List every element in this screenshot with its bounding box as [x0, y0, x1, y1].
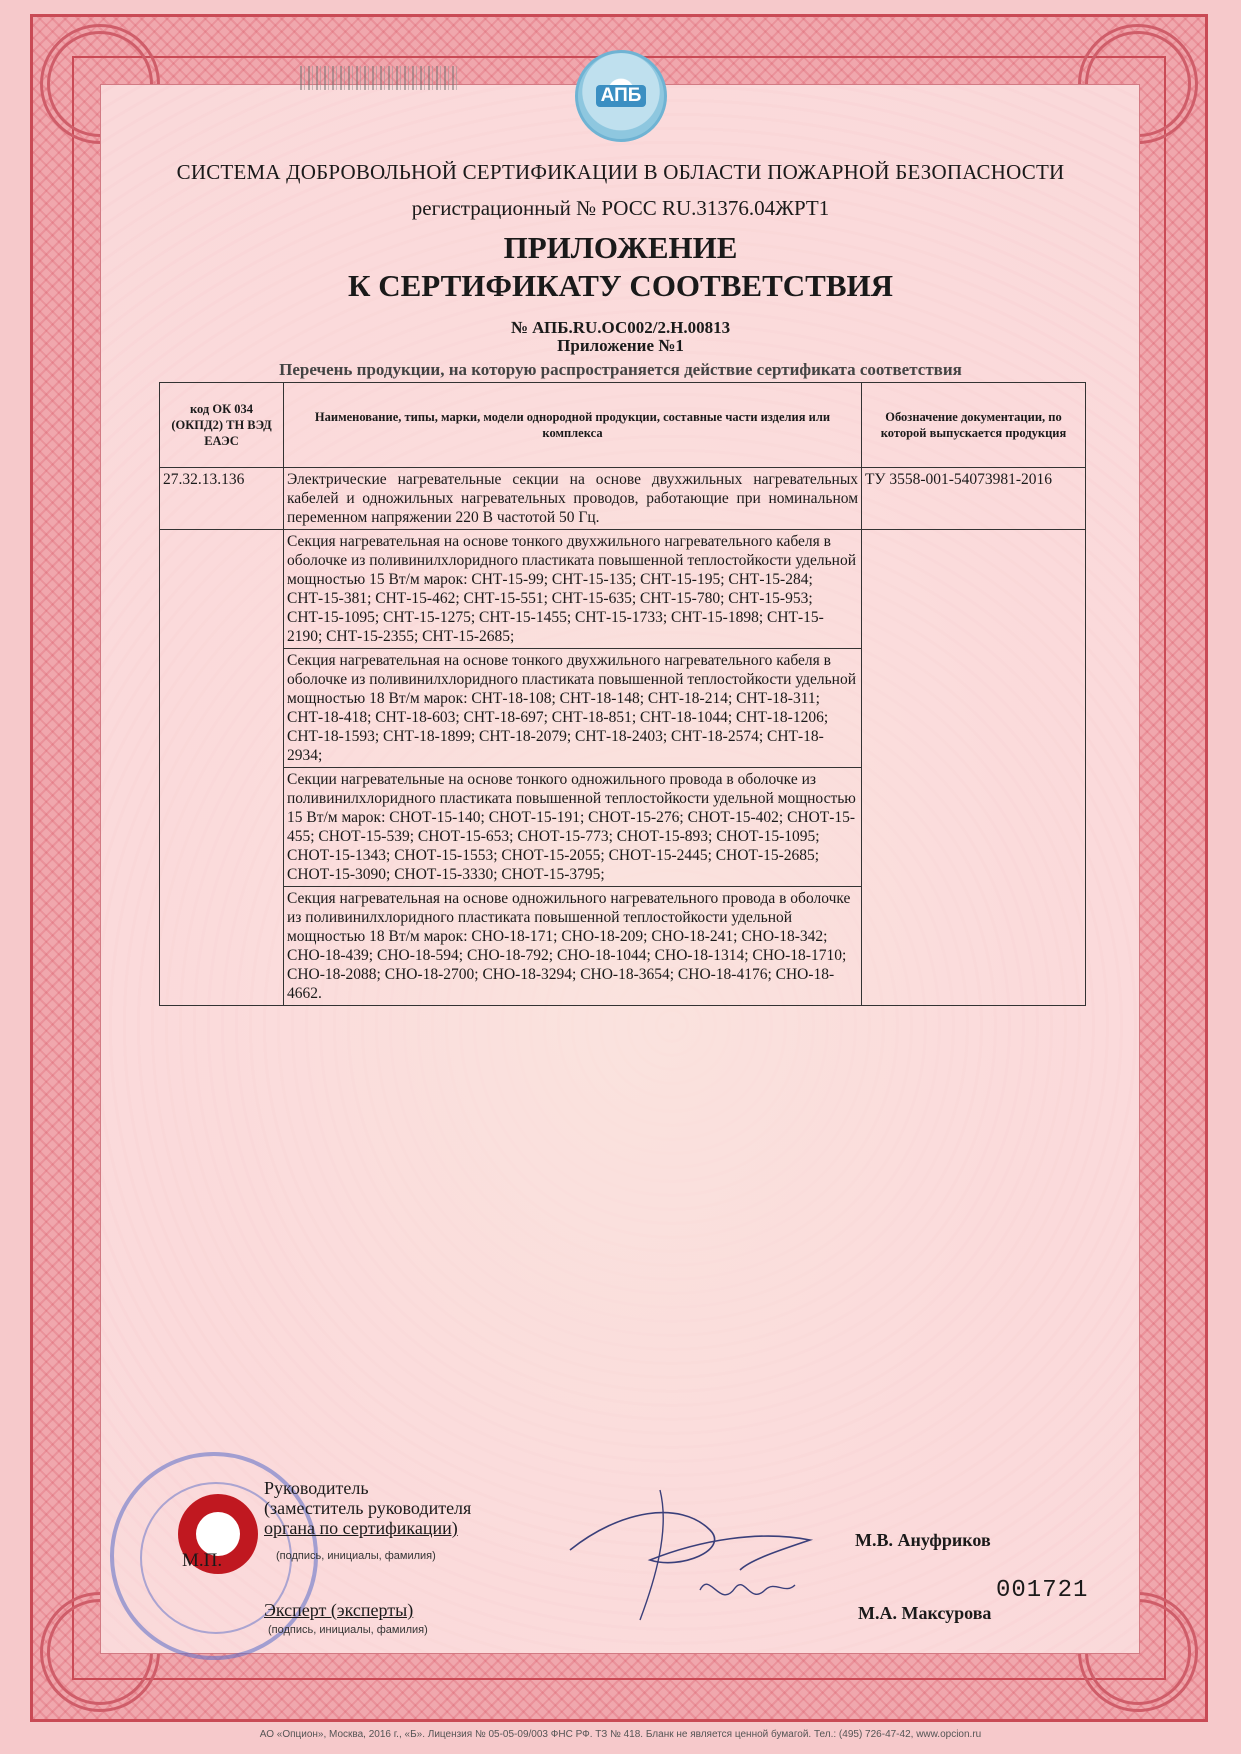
cell-item: Секция нагревательная на основе тонкого двухжильного нагревательного кабеля в оболочке из поливинилхлоридного пластиката повышенной теплостойкости удельной мощностью 18 Вт/м марок: СНТ-18-108; СНТ-18-148; СНТ-18-214; СНТ-18-311; СНТ-18-418; СНТ-18-603; СНТ-18-697; СНТ-18-851; СНТ-18-1044; СНТ-18-1206; СНТ-18-1593; СНТ-18-1899; СНТ-18-2079; СНТ-18-2403; СНТ-18-2574; СНТ-18-2934; [284, 649, 862, 768]
emblem-text: АПБ [596, 85, 647, 107]
head-line-3: органа по сертификации) [264, 1518, 458, 1538]
serial-number: 001721 [996, 1577, 1089, 1604]
head-caption: (подпись, инициалы, фамилия) [276, 1550, 436, 1562]
seal-place-label: М.П. [182, 1550, 223, 1571]
product-list-title: Перечень продукции, на которую распространяется действие сертификата соответствия [279, 360, 962, 379]
document-title: ПРИЛОЖЕНИЕ [503, 230, 738, 265]
expert-name: М.А. Максурова [858, 1603, 992, 1623]
cell-empty [862, 530, 1086, 1006]
table-row [160, 530, 1086, 649]
cell-item: Секция нагревательная на основе тонкого двухжильного нагревательного кабеля в оболочке из поливинилхлоридного пластиката повышенной теплостойкости удельной мощностью 15 Вт/м марок: СНТ-15-99; СНТ-15-135; СНТ-15-195; СНТ-15-284; СНТ-15-381; СНТ-15-462; СНТ-15-551; СНТ-15-635; СНТ-15-780; СНТ-15-953; СНТ-15-1095; СНТ-15-1275; СНТ-15-1455; СНТ-15-1733; СНТ-15-1898; СНТ-15-2190; СНТ-15-2355; СНТ-15-2685; [284, 530, 862, 649]
cell-description: Электрические нагревательные секции на основе двухжильных нагревательных кабелей и одножильных нагревательных проводов, работающие при номинальном переменном напряжении 220 В частотой 50 Гц. [284, 468, 862, 530]
cell-empty [160, 530, 284, 1006]
system-title: СИСТЕМА ДОБРОВОЛЬНОЙ СЕРТИФИКАЦИИ В ОБЛАСТИ ПОЖАРНОЙ БЕЗОПАСНОСТИ [176, 160, 1065, 184]
table-row [160, 468, 1086, 530]
header-code: код ОК 034 (ОКПД2) ТН ВЭД ЕАЭС [160, 383, 284, 468]
print-footer: АО «Опцион», Москва, 2016 г., «Б». Лицензия № 05-05-09/003 ФНС РФ. ТЗ № 418. Бланк не является ценной бумагой. Тел.: (495) 726-47-42, www.opcion.ru [259, 1729, 982, 1740]
cell-docs: ТУ 3558-001-54073981-2016 [862, 468, 1086, 530]
head-title [264, 1478, 471, 1538]
head-line-2: (заместитель руководителя [264, 1498, 472, 1518]
head-line-1: Руководитель [264, 1478, 369, 1498]
barcode [300, 66, 458, 90]
expert-caption: (подпись, инициалы, фамилия) [268, 1624, 428, 1636]
cell-code: 27.32.13.136 [160, 468, 284, 530]
cell-item: Секции нагревательные на основе тонкого одножильного провода в оболочке из поливинилхлоридного пластиката повышенной теплостойкости удельной мощностью 15 Вт/м марок: СНОТ-15-140; СНОТ-15-191; СНОТ-15-276; СНОТ-15-402; СНОТ-15-455; СНОТ-15-539; СНОТ-15-653; СНОТ-15-773; СНОТ-15-893; СНОТ-15-1095; СНОТ-15-1343; СНОТ-15-1553; СНОТ-15-2055; СНОТ-15-2445; СНОТ-15-2685; СНОТ-15-3090; СНОТ-15-3330; СНОТ-15-3795; [284, 768, 862, 887]
header-docs: Обозначение документации, по которой выпускается продукция [862, 383, 1086, 468]
product-table [159, 382, 1086, 1006]
handwritten-signature [560, 1470, 860, 1630]
head-name: М.В. Ануфриков [855, 1530, 991, 1550]
header-name: Наименование, типы, марки, модели однородной продукции, составные части изделия или комплекса [284, 383, 862, 468]
apb-emblem-icon [575, 50, 667, 142]
table-header-row [160, 383, 1086, 468]
registration-number: регистрационный № РОСС RU.31376.04ЖРТ1 [411, 196, 830, 220]
expert-title: Эксперт (эксперты) [264, 1600, 414, 1620]
certificate-number: № АПБ.RU.ОС002/2.Н.00813 [510, 318, 731, 337]
cell-item: Секция нагревательная на основе одножильного нагревательного провода в оболочке из поливинилхлоридного пластиката повышенной теплостойкости удельной мощностью 18 Вт/м марок: СНО-18-171; СНО-18-209; СНО-18-241; СНО-18-342; СНО-18-439; СНО-18-594; СНО-18-792; СНО-18-1044; СНО-18-1314; СНО-18-1710; СНО-18-2088; СНО-18-2700; СНО-18-3294; СНО-18-3654; СНО-18-4176; СНО-18-4662. [284, 887, 862, 1006]
document-subtitle: К СЕРТИФИКАТУ СООТВЕТСТВИЯ [347, 268, 893, 303]
appendix-label: Приложение №1 [557, 336, 684, 355]
